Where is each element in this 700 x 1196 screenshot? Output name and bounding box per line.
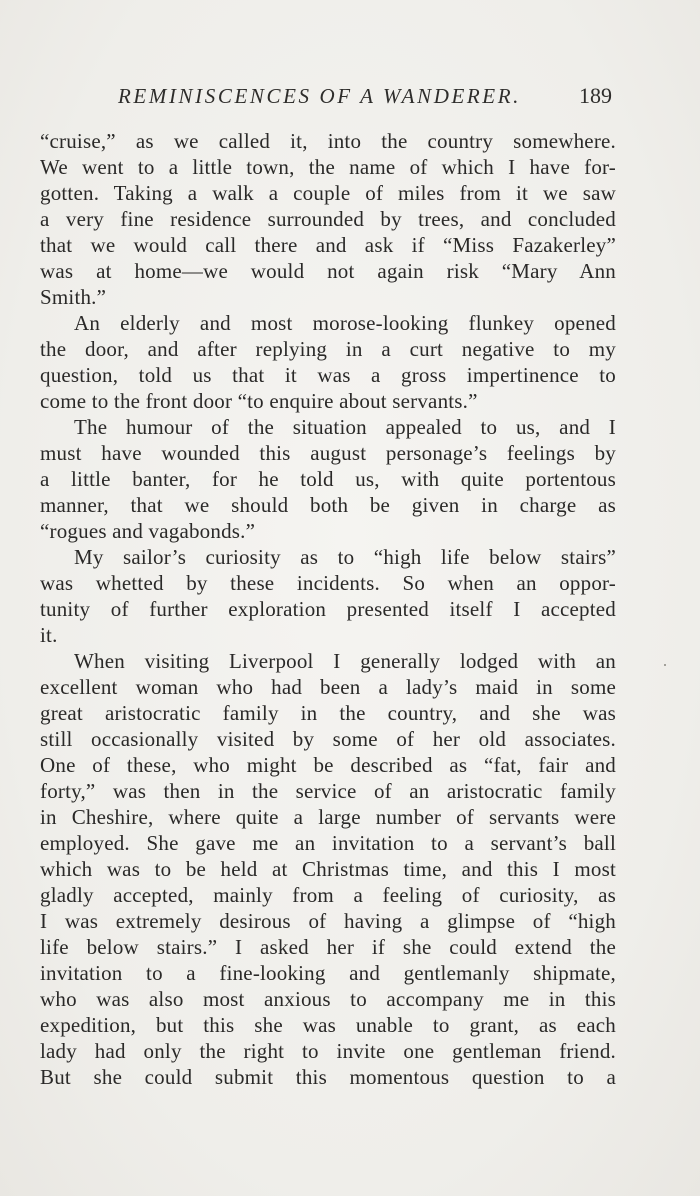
- text-line: in Cheshire, where quite a large number of servants were: [40, 805, 616, 829]
- text-line: “rogues and vagabonds.”: [40, 519, 256, 543]
- page-header: [100, 84, 612, 114]
- paper-speck: [664, 664, 666, 666]
- text-line: invitation to a fine-looking and gentlemanly shipmate,: [40, 961, 616, 985]
- text-line: forty,” was then in the service of an aristocratic family: [40, 779, 616, 803]
- page-number: 189: [579, 83, 612, 108]
- text-line: tunity of further exploration presented itself I accepted: [40, 597, 616, 621]
- text-line: who was also most anxious to accompany me in this: [40, 987, 616, 1011]
- text-line: My sailor’s curiosity as to “high life below stairs”: [74, 545, 616, 569]
- text-line: expedition, but this she was unable to grant, as each: [40, 1013, 616, 1037]
- text-line: a very fine residence surrounded by trees, and concluded: [40, 207, 616, 231]
- text-line: was whetted by these incidents. So when an oppor-: [40, 571, 616, 595]
- text-line: Smith.”: [40, 285, 107, 309]
- text-line: was at home—we would not again risk “Mary Ann: [40, 259, 616, 283]
- text-line: gladly accepted, mainly from a feeling of curiosity, as: [40, 883, 616, 907]
- text-line: “cruise,” as we called it, into the country somewhere.: [40, 129, 616, 153]
- running-head: REMINISCENCES OF A WANDERER.: [118, 84, 522, 108]
- text-line: lady had only the right to invite one gentleman friend.: [40, 1039, 616, 1063]
- text-line: One of these, who might be described as “fat, fair and: [40, 753, 616, 777]
- body-text: [40, 128, 616, 1090]
- text-line: An elderly and most morose-looking flunkey opened: [74, 311, 616, 335]
- text-line: a little banter, for he told us, with quite portentous: [40, 467, 616, 491]
- text-line: But she could submit this momentous question to a: [40, 1065, 616, 1089]
- text-line: employed. She gave me an invitation to a servant’s ball: [40, 831, 616, 855]
- text-line: I was extremely desirous of having a glimpse of “high: [40, 909, 616, 933]
- text-line: The humour of the situation appealed to us, and I: [74, 415, 616, 439]
- text-line: question, told us that it was a gross impertinence to: [40, 363, 616, 387]
- text-line: gotten. Taking a walk a couple of miles from it we saw: [40, 181, 616, 205]
- text-line: We went to a little town, the name of which I have for-: [40, 155, 616, 179]
- text-line: life below stairs.” I asked her if she could extend the: [40, 935, 616, 959]
- text-line: come to the front door “to enquire about servants.”: [40, 389, 478, 413]
- text-line: the door, and after replying in a curt negative to my: [40, 337, 616, 361]
- text-line: must have wounded this august personage’s feelings by: [40, 441, 616, 465]
- text-line: that we would call there and ask if “Miss Fazakerley”: [40, 233, 616, 257]
- text-line: it.: [40, 623, 58, 647]
- text-line: When visiting Liverpool I generally lodged with an: [74, 649, 616, 673]
- text-line: excellent woman who had been a lady’s maid in some: [40, 675, 616, 699]
- text-line: still occasionally visited by some of her old associates.: [40, 727, 616, 751]
- text-line: great aristocratic family in the country, and she was: [40, 701, 616, 725]
- text-line: manner, that we should both be given in charge as: [40, 493, 616, 517]
- text-line: which was to be held at Christmas time, and this I most: [40, 857, 616, 881]
